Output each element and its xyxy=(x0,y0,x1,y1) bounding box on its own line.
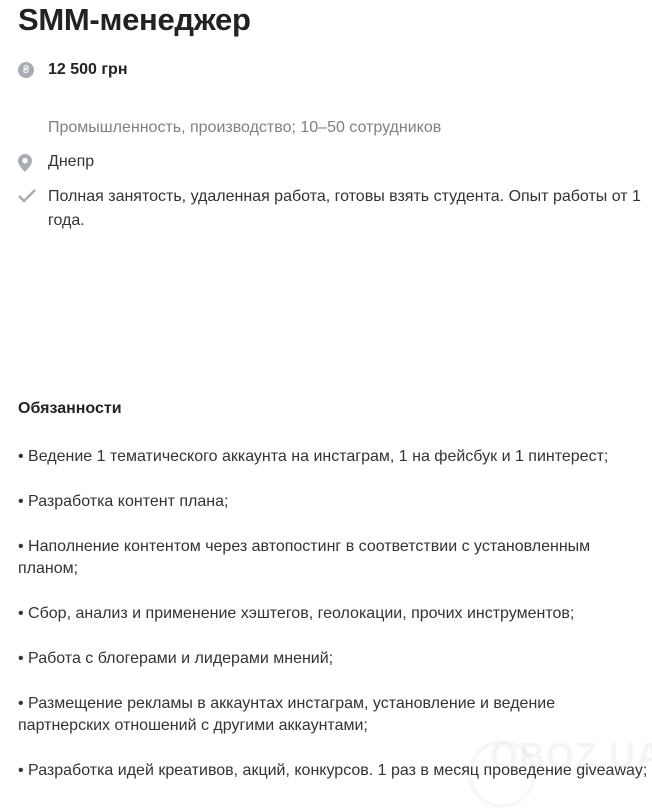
conditions: Полная занятость, удаленная работа, готовы взять студента. Опыт работы от 1 года. xyxy=(48,188,641,229)
list-item: • Разработка контент плана; xyxy=(18,493,229,510)
list-item: • Работа с блогерами и лидерами мнений; xyxy=(18,650,334,667)
duties-heading: Обязанности xyxy=(18,400,122,417)
hryvnia-coin-icon: ₴ xyxy=(18,58,48,78)
checkmark-icon xyxy=(18,185,48,203)
location-pin-icon xyxy=(18,150,48,172)
job-title: SMM-менеджер xyxy=(18,2,251,37)
list-item: • Сбор, анализ и применение хэштегов, геолокации, прочих инструментов; xyxy=(18,605,575,622)
list-item: • Ведение 1 тематического аккаунта на инстаграм, 1 на фейсбук и 1 пинтерест; xyxy=(18,448,609,465)
company-info-row xyxy=(18,116,441,140)
spacer xyxy=(18,116,48,120)
list-item: • Размещение рекламы в аккаунтах инстаграм, установление и ведение партнерских отношений с другими аккаунтами; xyxy=(18,695,556,734)
salary: 12 500 грн xyxy=(48,61,128,78)
conditions-row xyxy=(18,185,648,233)
list-item: • Наполнение контентом через автопостинг в соответствии с установленным планом; xyxy=(18,538,591,577)
company-info: Промышленность, производство; 10–50 сотрудников xyxy=(48,119,442,136)
list-item: • Разработка идей креативов, акций, конкурсов. 1 раз в месяц проведение giveaway; xyxy=(18,762,648,779)
watermark xyxy=(490,735,652,777)
location-row xyxy=(18,150,94,174)
salary-row xyxy=(18,58,127,82)
location: Днепр xyxy=(48,153,95,170)
